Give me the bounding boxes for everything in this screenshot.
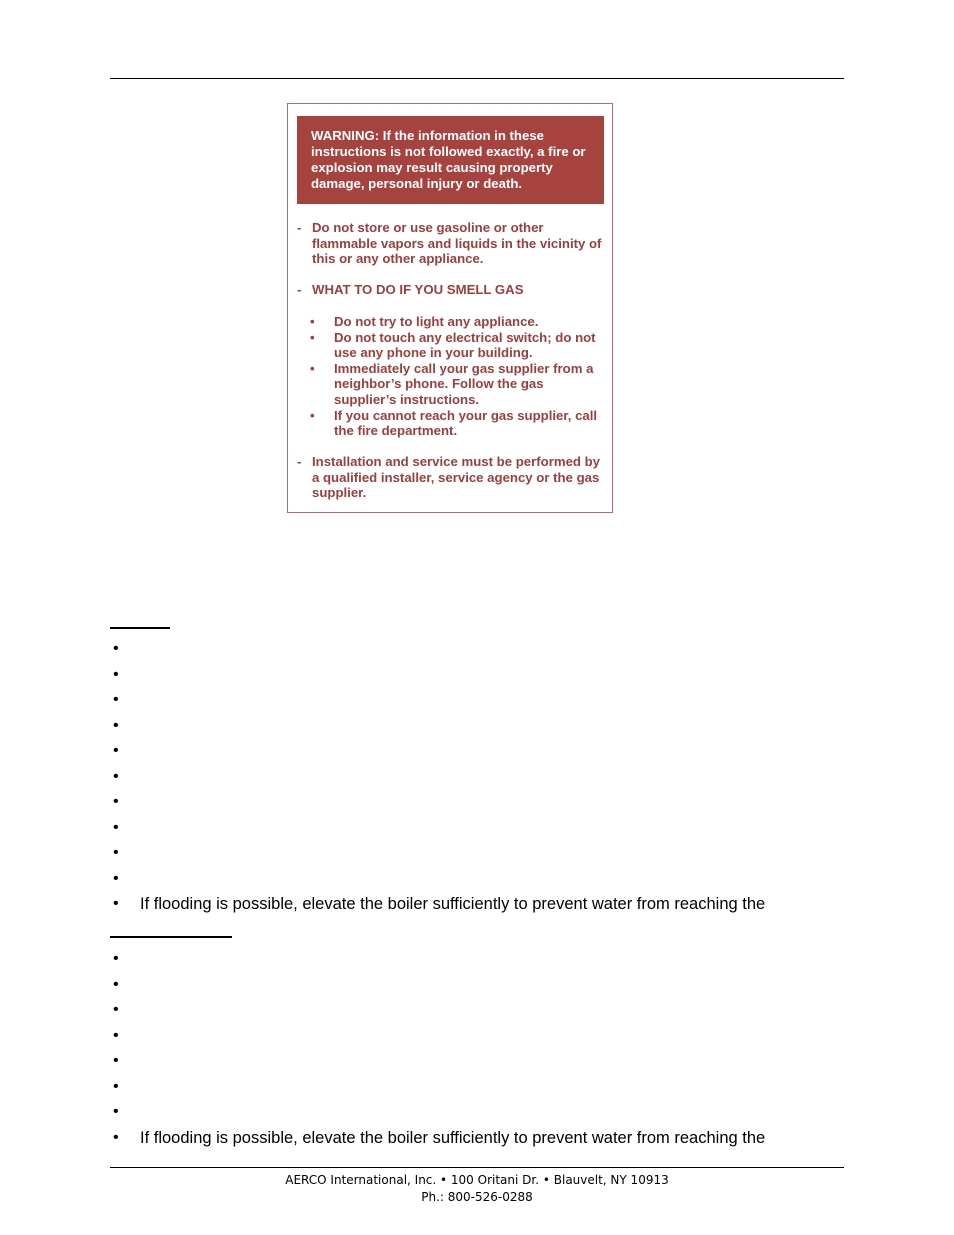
list-item-text: If flooding is possible, elevate the boiler sufficiently to prevent water from reaching the [140, 1129, 766, 1147]
smell-gas-item [308, 330, 608, 361]
smell-gas-list [308, 314, 608, 439]
list-item-text: If flooding is possible, elevate the boiler sufficiently to prevent water from reaching the [140, 895, 766, 913]
bullet-marker: • [310, 360, 315, 376]
smell-gas-item-text: Immediately call your gas supplier from a neighbor’s phone. Follow the gas supplier’s instructions. [334, 360, 594, 407]
warning-label [287, 103, 613, 513]
dash-marker: - [297, 220, 302, 235]
bullet-marker: • [113, 1027, 119, 1044]
bullet-marker: • [113, 742, 119, 759]
warning-banner [297, 116, 604, 204]
warning-item-text: Installation and service must be performed by a qualified installer, service agency or the gas supplier. [312, 454, 601, 501]
footer-phone: Ph.: 800-526-0288 [421, 1190, 533, 1204]
bullet-marker: • [113, 1129, 119, 1146]
bullet-marker: • [113, 819, 119, 836]
bullet-marker: • [113, 691, 119, 708]
bullet-marker: • [310, 407, 315, 423]
section-heading-underline [110, 627, 170, 629]
dash-marker: - [297, 454, 302, 469]
header-rule [110, 78, 844, 79]
smell-gas-item [308, 408, 608, 439]
footer-address: AERCO International, Inc. • 100 Oritani Dr. • Blauvelt, NY 10913 [285, 1173, 669, 1187]
bullet-marker: • [113, 1103, 119, 1120]
smell-gas-item-text: Do not try to light any appliance. [334, 314, 539, 329]
warning-item-installation [297, 454, 607, 501]
bullet-marker: • [310, 329, 315, 345]
warning-lead: WARNING [311, 128, 375, 143]
bullet-marker: • [113, 640, 119, 657]
smell-gas-item-text: If you cannot reach your gas supplier, call the fire department. [334, 407, 598, 439]
warning-item-smell-gas [297, 282, 607, 298]
bullet-marker: • [113, 1001, 119, 1018]
smell-gas-item-text: Do not touch any electrical switch; do not use any phone in your building. [334, 329, 596, 361]
bullet-marker: • [113, 950, 119, 967]
warning-item-text: WHAT TO DO IF YOU SMELL GAS [312, 282, 524, 297]
bullet-marker: • [113, 976, 119, 993]
bullet-marker: • [113, 1078, 119, 1095]
bullet-marker: • [310, 314, 315, 329]
bullet-marker: • [113, 1052, 119, 1069]
bullet-marker: • [113, 870, 119, 887]
bullet-marker: • [113, 844, 119, 861]
section-heading-underline [110, 936, 232, 938]
bullet-marker: • [113, 768, 119, 785]
warning-item-gasoline [297, 220, 607, 267]
warning-banner-text: : If the information in these instructions is not followed exactly, a fire or explosion may result causing property damage, personal injury or death. [311, 128, 586, 191]
footer-rule [110, 1167, 844, 1168]
bullet-marker: • [113, 666, 119, 683]
bullet-marker: • [113, 793, 119, 810]
bullet-marker: • [113, 895, 119, 912]
smell-gas-item [308, 361, 608, 408]
smell-gas-item [308, 314, 608, 330]
dash-marker: - [297, 282, 302, 297]
bullet-marker: • [113, 717, 119, 734]
warning-item-text: Do not store or use gasoline or other flammable vapors and liquids in the vicinity of this or any other appliance. [312, 220, 602, 267]
